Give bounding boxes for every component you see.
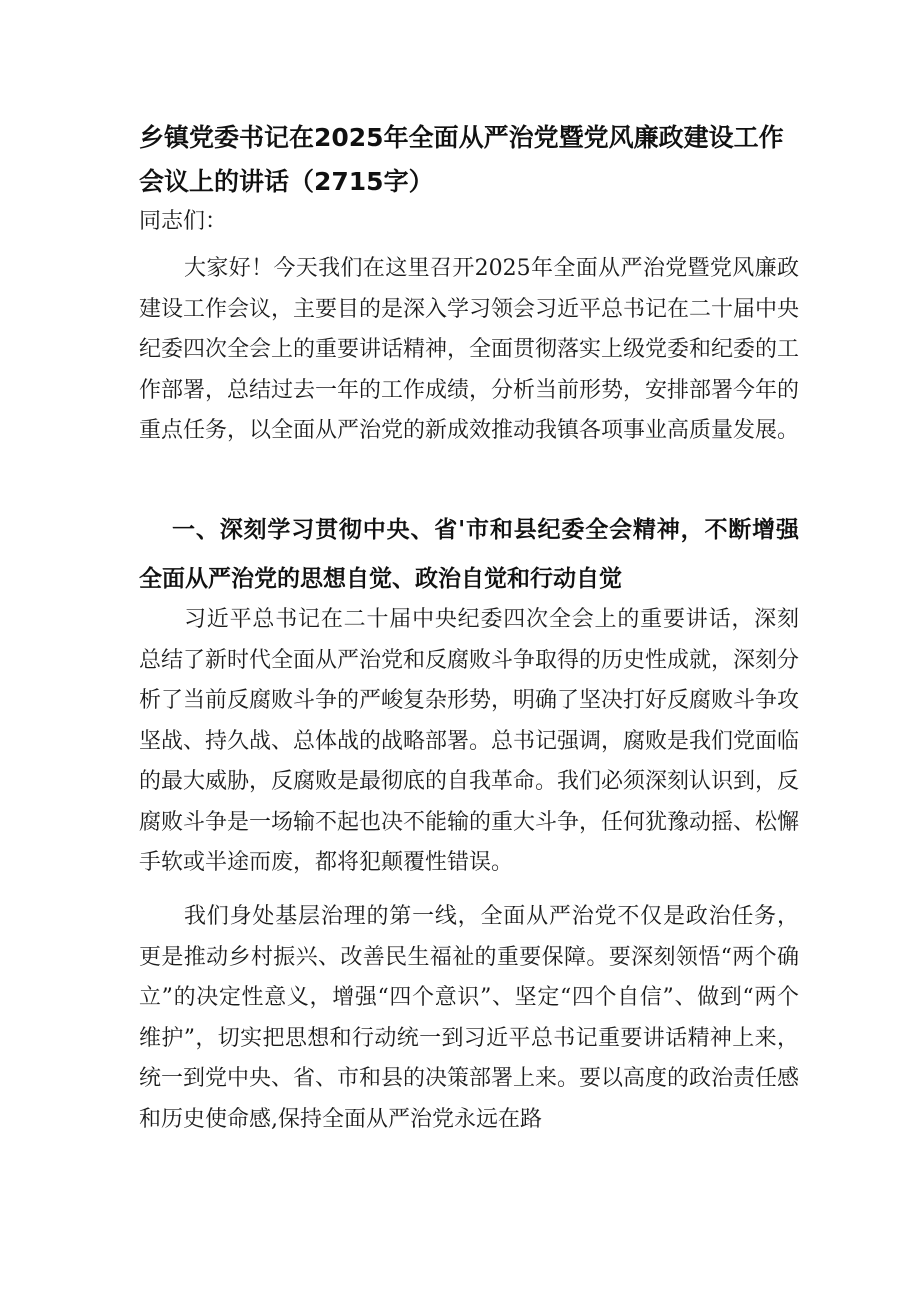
document-title: 乡镇党委书记在2025年全面从严治党暨党风廉政建设工作会议上的讲话（2715字） [139, 123, 784, 196]
paragraph-section-1-a: 习近平总书记在二十届中央纪委四次全会上的重要讲话，深刻总结了新时代全面从严治党和反腐败斗争取得的历史性成就，深刻分析了当前反腐败斗争的严峻复杂形势，明确了坚决打好反腐败斗争攻坚战、持久战、总体战的战略部署。总书记强调，腐败是我们党面临的最大威胁，反腐败是最彻底的自我革命。我们必须深刻认识到，反腐败斗争是一场输不起也决不能输的重大斗争，任何犹豫动摇、松懈手软或半途而废，都将犯颠覆性错误。 [139, 607, 800, 875]
paragraph-section-1-b: 我们身处基层治理的第一线，全面从严治党不仅是政治任务，更是推动乡村振兴、改善民生福祉的重要保障。要深刻领悟“两个确立”的决定性意义，增强“四个意识”、坚定“四个自信”、做到“两个维护”，切实把思想和行动统一到习近平总书记重要讲话精神上来，统一到党中央、省、市和县的决策部署上来。要以高度的政治责任感和历史使命感,保持全面从严治党永远在路 [139, 904, 800, 1132]
section-heading-1: 一、深刻学习贯彻中央、省'市和县纪委全会精神，不断增强全面从严治党的思想自觉、政治自觉和行动自觉 [139, 517, 799, 592]
salutation: 同志们： [139, 209, 228, 234]
paragraph-opening: 大家好！今天我们在这里召开2025年全面从严治党暨党风廉政建设工作会议，主要目的是深入学习领会习近平总书记在二十届中央纪委四次全会上的重要讲话精神，全面贯彻落实上级党委和纪委的工作部署，总结过去一年的工作成绩，分析当前形势，安排部署今年的重点任务，以全面从严治党的新成效推动我镇各项事业高质量发展。 [139, 256, 800, 443]
